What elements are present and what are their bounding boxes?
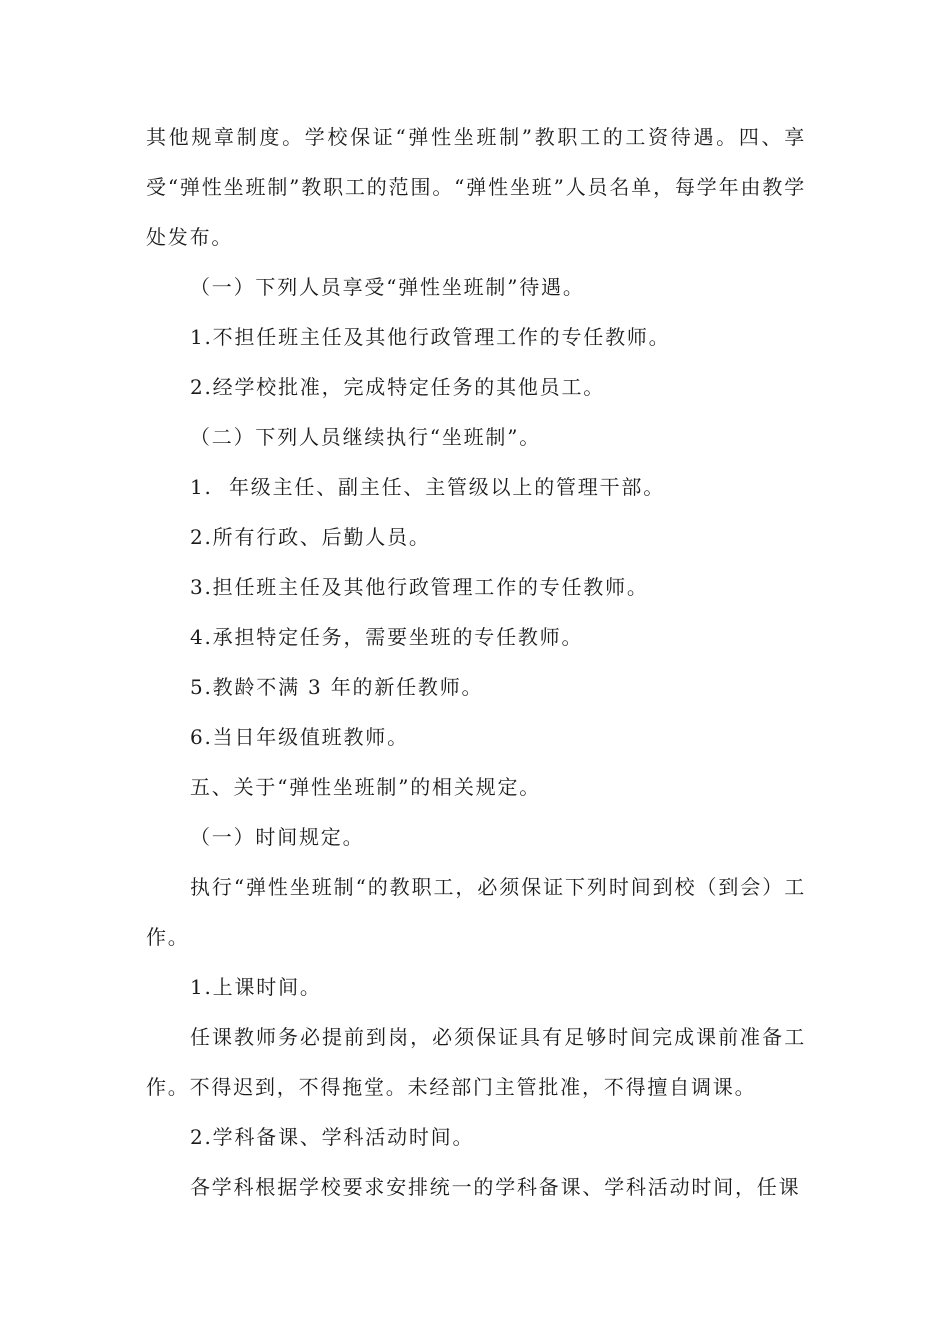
paragraph: 6.当日年级值班教师。 bbox=[190, 725, 409, 749]
paragraph: 4.承担特定任务，需要坐班的专任教师。 bbox=[190, 625, 584, 649]
paragraph: 3.担任班主任及其他行政管理工作的专任教师。 bbox=[190, 575, 649, 599]
paragraph: （一）下列人员享受“弹性坐班制”待遇。 bbox=[190, 275, 585, 299]
paragraph: 各学科根据学校要求安排统一的学科备课、学科活动时间，任课 bbox=[190, 1175, 801, 1199]
paragraph: 5.教龄不满 3 年的新任教师。 bbox=[190, 675, 484, 699]
paragraph: 任课教师务必提前到岗，必须保证具有足够时间完成课前准备工作。不得迟到，不得拖堂。未经部门主管批准，不得擅自调课。 bbox=[146, 1025, 806, 1099]
paragraph: 2.学科备课、学科活动时间。 bbox=[190, 1125, 475, 1149]
paragraph: 执行“弹性坐班制“的教职工，必须保证下列时间到校（到会）工作。 bbox=[146, 875, 806, 949]
paragraph: 五、关于“弹性坐班制”的相关规定。 bbox=[190, 775, 542, 799]
paragraph: 2.所有行政、后勤人员。 bbox=[190, 525, 431, 549]
paragraph: （二）下列人员继续执行“坐班制”。 bbox=[190, 425, 542, 449]
paragraph: 1. 年级主任、副主任、主管级以上的管理干部。 bbox=[190, 475, 665, 499]
paragraph: （一）时间规定。 bbox=[190, 825, 365, 849]
paragraph: 其他规章制度。学校保证“弹性坐班制”教职工的工资待遇。四、享受“弹性坐班制”教职工的范围。“弹性坐班”人员名单，每学年由教学处发布。 bbox=[146, 125, 806, 249]
paragraph: 2.经学校批准，完成特定任务的其他员工。 bbox=[190, 375, 606, 399]
document-body bbox=[146, 112, 806, 1212]
paragraph: 1.上课时间。 bbox=[190, 975, 322, 999]
paragraph: 1.不担任班主任及其他行政管理工作的专任教师。 bbox=[190, 325, 671, 349]
